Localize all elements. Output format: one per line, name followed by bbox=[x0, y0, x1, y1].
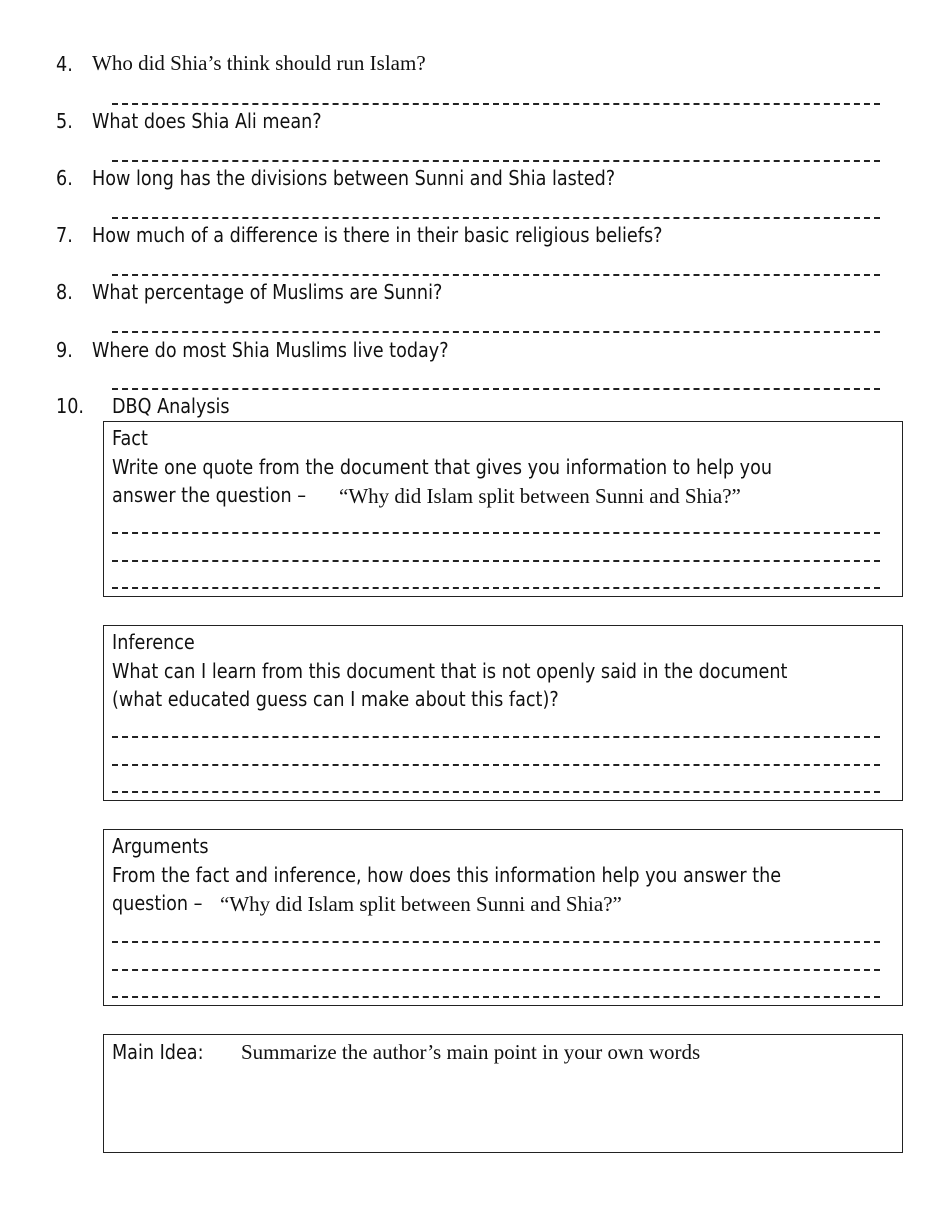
question-number: 4. bbox=[56, 52, 73, 76]
arguments-heading: Arguments bbox=[112, 834, 209, 858]
inference-prompt-line-2: (what educated guess can I make about this fact)? bbox=[112, 687, 559, 711]
dbq-analysis-title: DBQ Analysis bbox=[112, 394, 230, 418]
answer-line[interactable] bbox=[112, 736, 880, 738]
answer-line[interactable] bbox=[112, 996, 880, 998]
arguments-box bbox=[103, 829, 903, 1006]
answer-line[interactable] bbox=[112, 160, 880, 162]
inference-box bbox=[103, 625, 903, 801]
question-number: 7. bbox=[56, 223, 73, 247]
main-idea-box[interactable] bbox=[103, 1034, 903, 1153]
question-number: 8. bbox=[56, 280, 73, 304]
question-number: 10. bbox=[56, 394, 84, 418]
answer-line[interactable] bbox=[112, 103, 880, 105]
fact-question-quote: “Why did Islam split between Sunni and Shia?” bbox=[339, 484, 741, 508]
fact-prompt-line-1: Write one quote from the document that gives you information to help you bbox=[112, 455, 772, 479]
question-number: 6. bbox=[56, 166, 73, 190]
fact-prompt-lead: answer the question – bbox=[112, 483, 307, 507]
answer-line[interactable] bbox=[112, 969, 880, 971]
answer-line[interactable] bbox=[112, 941, 880, 943]
question-text: What does Shia Ali mean? bbox=[92, 109, 322, 133]
inference-prompt-line-1: What can I learn from this document that is not openly said in the document bbox=[112, 659, 788, 683]
answer-line[interactable] bbox=[112, 791, 880, 793]
question-text: Where do most Shia Muslims live today? bbox=[92, 338, 449, 362]
arguments-prompt-lead: question – bbox=[112, 891, 203, 915]
answer-line[interactable] bbox=[112, 274, 880, 276]
answer-line[interactable] bbox=[112, 331, 880, 333]
answer-line[interactable] bbox=[112, 587, 880, 589]
question-text: How long has the divisions between Sunni and Shia lasted? bbox=[92, 166, 616, 190]
question-number: 5. bbox=[56, 109, 73, 133]
fact-heading: Fact bbox=[112, 426, 148, 450]
question-number: 9. bbox=[56, 338, 73, 362]
question-text: How much of a difference is there in their basic religious beliefs? bbox=[92, 223, 663, 247]
main-idea-label: Main Idea: bbox=[112, 1040, 204, 1064]
arguments-question-quote: “Why did Islam split between Sunni and Shia?” bbox=[220, 892, 622, 916]
fact-box bbox=[103, 421, 903, 597]
answer-line[interactable] bbox=[112, 560, 880, 562]
fact-prompt-line-2 bbox=[112, 483, 741, 508]
arguments-prompt-line-2 bbox=[112, 891, 622, 916]
question-text: Who did Shia’s think should run Islam? bbox=[92, 51, 426, 75]
answer-line[interactable] bbox=[112, 388, 880, 390]
answer-line[interactable] bbox=[112, 764, 880, 766]
main-idea-prompt: Summarize the author’s main point in your own words bbox=[241, 1040, 701, 1064]
arguments-prompt-line-1: From the fact and inference, how does this information help you answer the bbox=[112, 863, 782, 887]
answer-line[interactable] bbox=[112, 532, 880, 534]
question-text: What percentage of Muslims are Sunni? bbox=[92, 280, 443, 304]
inference-heading: Inference bbox=[112, 630, 195, 654]
answer-line[interactable] bbox=[112, 217, 880, 219]
